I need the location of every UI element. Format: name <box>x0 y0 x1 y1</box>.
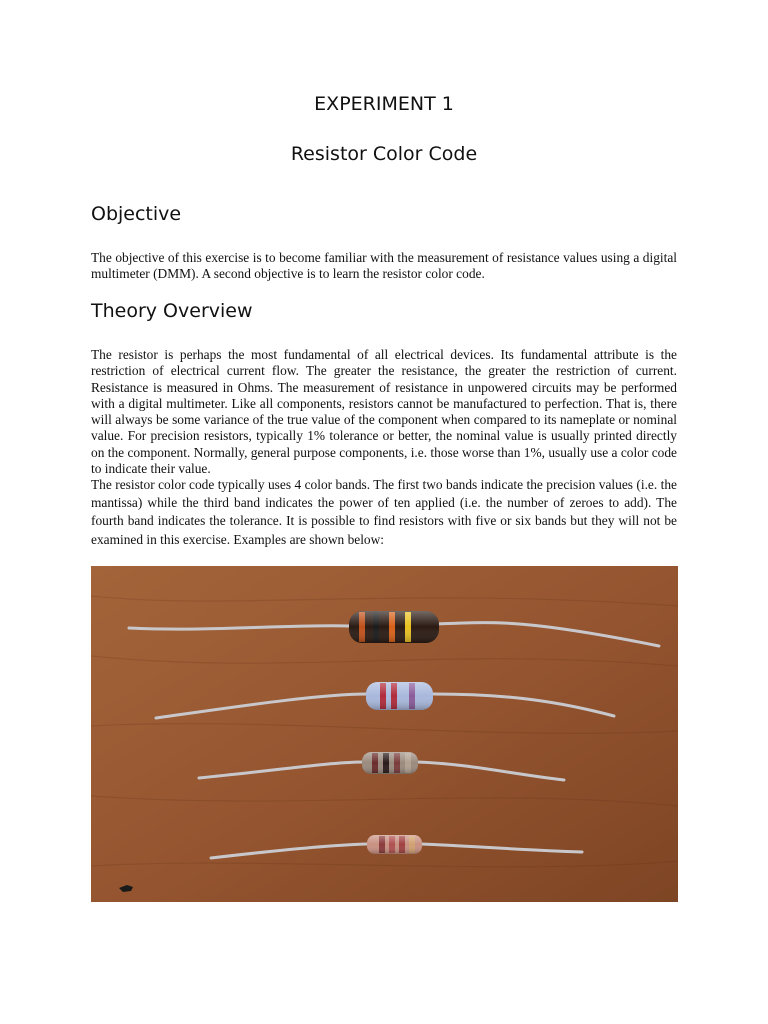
resistor-shading <box>367 835 422 854</box>
resistors-photo <box>91 566 678 902</box>
resistor-shading <box>349 611 439 643</box>
section-heading-objective: Objective <box>91 203 182 225</box>
resistors-photo-svg <box>91 566 678 902</box>
objective-paragraph: The objective of this exercise is to become familiar with the measurement of resistance values using a digital multimeter (DMM). A second objective is to learn the resistor color code. <box>91 250 677 282</box>
resistor-shading <box>366 682 433 710</box>
experiment-label: EXPERIMENT 1 <box>314 93 454 115</box>
resistor-shading <box>362 752 418 774</box>
theory-paragraph-2: The resistor color code typically uses 4 color bands. The first two bands indicate the precision values (i.e. the mantissa) while the third band indicates the power of ten applied (i.e. the number of zeroes to add). The fourth band indicates the tolerance. It is possible to find resistors with five or six bands but they will not be examined in this exercise. Examples are shown below: <box>91 477 677 547</box>
theory-paragraph-1: The resistor is perhaps the most fundamental of all electrical devices. Its fundamental attribute is the restriction of electrical current flow. The greater the resistance, the greater the restriction of current. Resistance is measured in Ohms. The measurement of resistance in unpowered circuits may be performed with a digital multimeter. Like all components, resistors cannot be manufactured to perfection. That is, there will always be some variance of the true value of the component when compared to its nameplate or nominal value. For precision resistors, typically 1% tolerance or better, the nominal value is usually printed directly on the component. Normally, general purpose components, i.e. those worse than 1%, usually use a color code to indicate their value. <box>91 347 677 477</box>
document-title: Resistor Color Code <box>290 143 478 165</box>
section-heading-theory: Theory Overview <box>91 300 253 322</box>
